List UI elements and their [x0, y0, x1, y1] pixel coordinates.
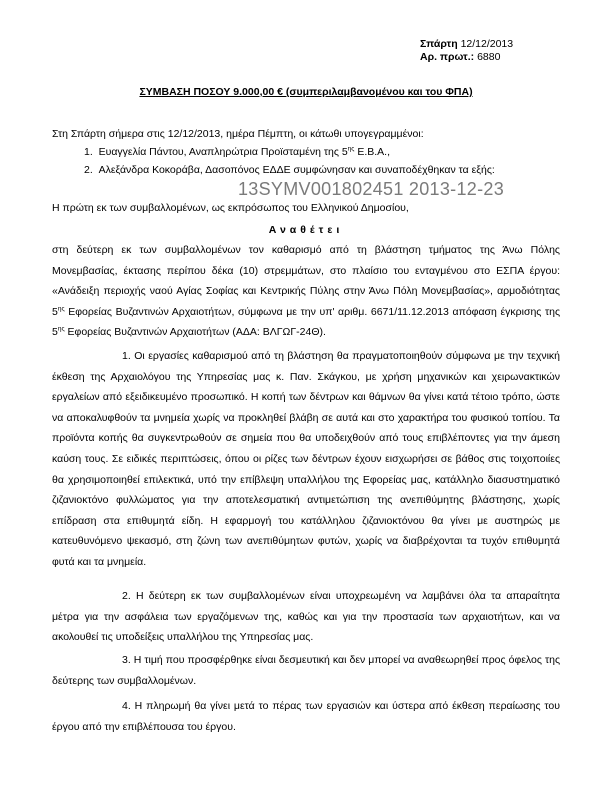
clause-2: 2. Η δεύτερη εκ των συμβαλλομένων είναι υποχρεωμένη να λαμβάνει όλα τα απαραίτητα μέτρα για την ασφάλεια των εργαζόμενων της, καθώς και για την προστασία των αρχαιοτήτων, και να ακολουθεί τις υποδείξεις υπαλλήλου της Υπηρεσίας μας. — [52, 590, 560, 644]
clause-4: 4. Η πληρωμή θα γίνει μετά το πέρας των εργασιών και ύστερα από έκθεση περαίωσης του έργου από την επιβλέπουσα του έργου. — [52, 700, 560, 733]
city-label: Σπάρτη — [420, 38, 458, 50]
ada-watermark: 13SYMV001802451 2013-12-23 — [238, 179, 505, 199]
protocol-label: Αρ. πρωτ.: — [420, 51, 475, 63]
main-paragraph-part1: στη δεύτερη εκ των συμβαλλομένων τον καθαρισμό από τη βλάστηση τμήματος της Άνω Πόλης Μονεμβασίας, έκτασης περίπου δέκα (10) στρεμμάτων, στο πλαίσιο του ενταγμένου στο ΕΣΠΑ έργου: «Ανάδειξη περιοχής ναού Αγίας Σοφίας και Κεντρικής Πύλης στην Άνω Πόλη Μονεμβασίας», αρμοδιότητας 5 — [52, 244, 560, 318]
clause-1: 1. Οι εργασίες καθαρισμού από τη βλάστηση θα πραγματοποιηθούν σύμφωνα με την τεχνική έκθεση της Αρχαιολόγου της Υπηρεσίας μας κ. Παν. Σκάγκου, με χρήση μηχανικών και χειρωνακτικών εργαλείων από εξειδικευμένο προσωπικό. Η κοπή των δέντρων και θάμνων θα γίνει κατά τέτοιο τρόπο, ώστε να αποκαλυφθούν τα μνημεία χωρίς να προκληθεί βλάβη σε αυτά και στο χαρακτήρα του φυσικού τοπίου. Τα προϊόντα κοπής θα συγκεντρωθούν σε σημεία που θα υποδειχθούν από τους επιβλέποντες για την άμεση καύση τους. Σε ειδικές περιπτώσεις, όπου οι ρίζες των δέντρων έχουν εισχωρήσει σε βάθος στις τοιχοποιίες θα χρησιμοποιηθεί επιλεκτικά, υπό την επίβλεψη υπαλλήλου της Εφορείας μας, κατάλληλο διασυστηματικό ζιζανιοκτόνο φυλλώματος για την αποτελεσματική αντιμετώπιση της ανεπιθύμητης βλάστησης, χωρίς επίδραση στα επιθυμητά είδη. Η εφαρμογή του κατάλληλου ζιζανιοκτόνου θα γίνει με αυστηρώς με κατευθυνόμενο ψεκασμό, στη ζώνη των ανεπιθύμητων φυτών, χωρίς να διαβρέχονται τα τυχόν επιθυμητά φυτά και τα μνημεία. — [52, 350, 560, 568]
party-number: 1. — [84, 146, 93, 158]
party-item-1 — [84, 146, 390, 159]
header-date-line — [420, 38, 513, 51]
ordinal-suffix: ης — [57, 305, 65, 313]
first-party-line: Η πρώτη εκ των συμβαλλομένων, ως εκπρόσωπος του Ελληνικού Δημοσίου, — [52, 202, 409, 214]
main-paragraph — [52, 240, 560, 343]
protocol-number: 6880 — [477, 51, 501, 63]
party-text: Ευαγγελία Πάντου, Αναπληρώτρια Προϊσταμένη της 5 — [98, 146, 348, 158]
party-text-after: Ε.Β.Α., — [354, 146, 391, 158]
assigns-heading: Αναθέτει — [268, 224, 344, 236]
party-number: 2. — [84, 164, 93, 176]
party-item-2 — [84, 164, 495, 177]
ordinal-suffix: ης — [57, 325, 65, 333]
clause-3: 3. Η τιμή που προσφέρθηκε είναι δεσμευτική και δεν μπορεί να αναθεωρηθεί προς όφελος της δεύτερης των συμβαλλομένων. — [52, 654, 560, 687]
document-date: 12/12/2013 — [460, 38, 514, 50]
party-text: Αλεξάνδρα Κοκοράβα, Δασοπόνος ΕΔΔΕ συμφώνησαν και συναποδέχθηκαν τα εξής: — [98, 164, 495, 176]
header-meta — [420, 38, 513, 64]
ordinal-suffix: ης — [347, 145, 355, 153]
header-protocol-line — [420, 51, 513, 64]
intro-line: Στη Σπάρτη σήμερα στις 12/12/2013, ημέρα Πέμπτη, οι κάτωθι υπογεγραμμένοι: — [52, 128, 424, 140]
main-paragraph-part3: Εφορείας Βυζαντινών Αρχαιοτήτων (ΑΔΑ: ΒΛΓΩΓ-24Θ). — [64, 326, 326, 339]
main-paragraph-part2: Εφορείας Βυζαντινών Αρχαιοτήτων, σύμφωνα με την υπ' αριθμ. 6671/11.12.2013 απόφαση έγκρισης της 5 — [52, 305, 560, 339]
document-title: ΣΥΜΒΑΣΗ ΠΟΣΟΥ 9.000,00 € (συμπεριλαμβανομένου και του ΦΠΑ) — [139, 86, 473, 98]
